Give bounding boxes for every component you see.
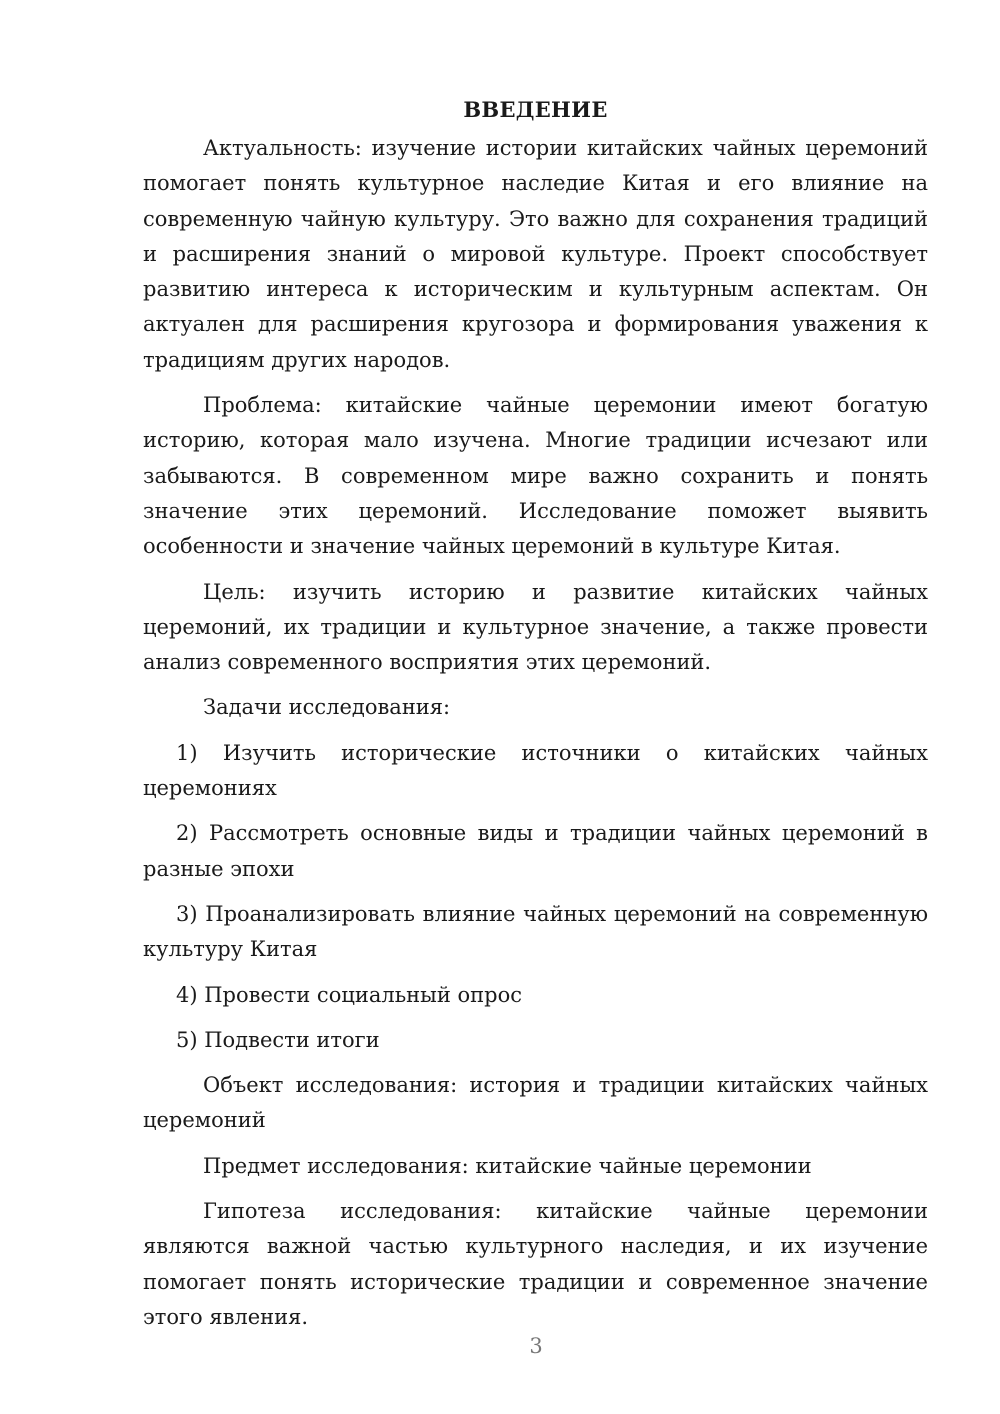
task-item-3: 3) Проанализировать влияние чайных церемоний на современную культуру Китая (143, 901, 928, 962)
task-item-2: 2) Рассмотреть основные виды и традиции чайных церемоний в разные эпохи (143, 821, 928, 881)
tasks-heading: Задачи исследования: (203, 695, 451, 720)
paragraph-problem: Проблема: китайские чайные церемонии имеют богатую историю, которая мало изучена. Многие традиции исчезают или забываются. В современном мире важно сохранить и понять значение этих церемоний. Исследование поможет выявить особенности и значение чайных церемоний в культуре Китая. (143, 393, 928, 559)
page-number: 3 (529, 1334, 543, 1358)
paragraph-goal: Цель: изучить историю и развитие китайских чайных церемоний, их традиции и культурное значение, а также провести анализ современного восприятия этих церемоний. (143, 579, 928, 675)
paragraph-object: Объект исследования: история и традиции китайских чайных церемоний (143, 1073, 928, 1133)
paragraph-hypothesis: Гипотеза исследования: китайские чайные церемонии являются важной частью культурного наследия, и их изучение помогает понять исторические традиции и современное значение этого явления. (143, 1199, 928, 1329)
task-item-4: 4) Провести социальный опрос (176, 982, 522, 1007)
paragraph-relevance: Актуальность: изучение истории китайских чайных церемоний помогает понять культурное наследие Китая и его влияние на современную чайную культуру. Это важно для сохранения традиций и расширения знаний о мировой культуре. Проект способствует развитию интереса к историческим и культурным аспектам. Он актуален для расширения кругозора и формирования уважения к традициям других народов. (143, 136, 928, 372)
document-page (143, 96, 928, 1345)
task-item-1: 1) Изучить исторические источники о китайских чайных церемониях (143, 740, 928, 801)
page-title: ВВЕДЕНИЕ (463, 97, 608, 122)
paragraph-subject: Предмет исследования: китайские чайные церемонии (203, 1153, 812, 1178)
task-item-5: 5) Подвести итоги (176, 1027, 380, 1052)
